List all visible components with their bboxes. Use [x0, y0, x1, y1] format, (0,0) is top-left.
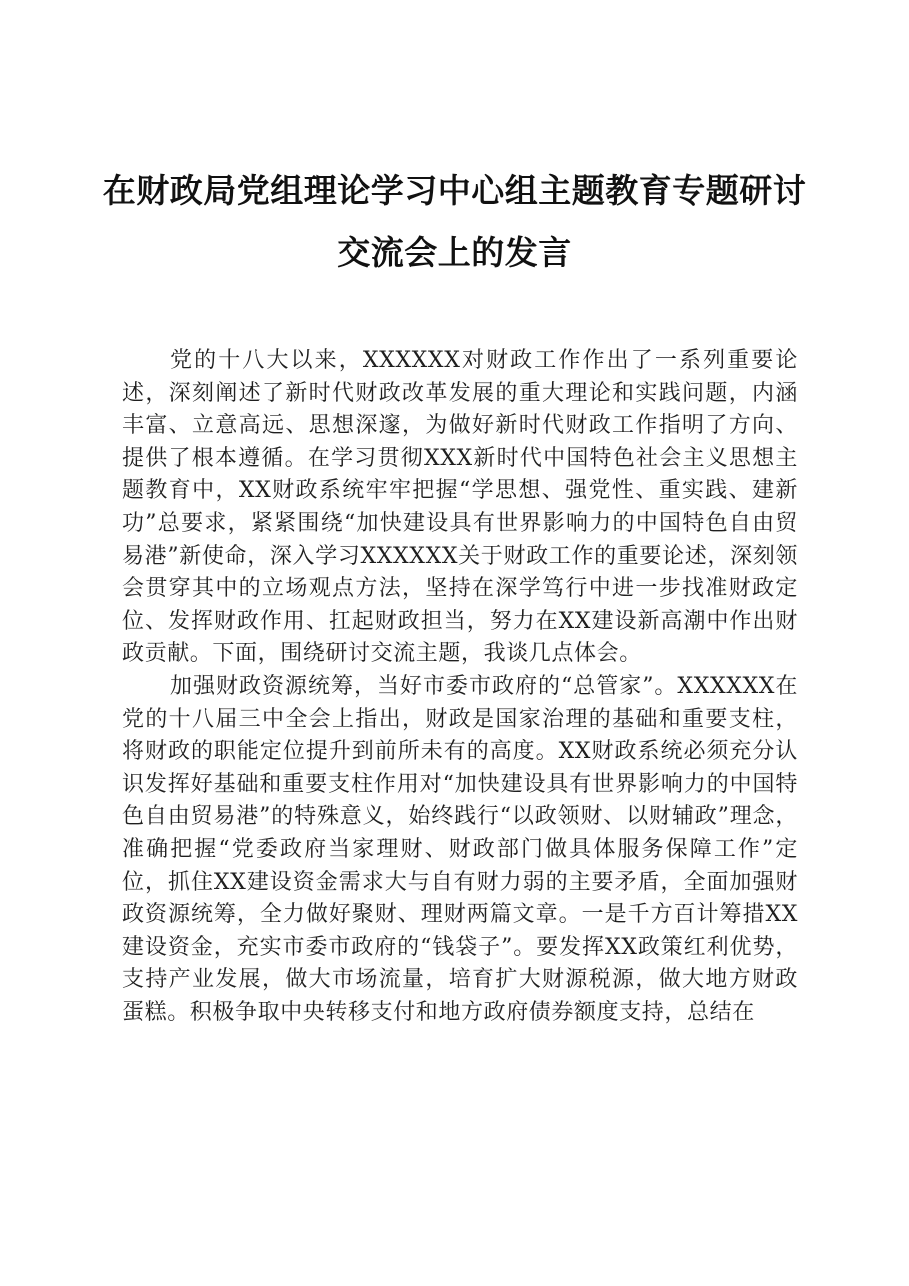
paragraph-fiscal-coordination: 加强财政资源统筹，当好市委市政府的“总管家”。XXXXXX在党的十八届三中全会上指出，财政是国家治理的基础和重要支柱，将财政的职能定位提升到前所未有的高度。XX财政系统必须充分认识发挥好基础和重要支柱作用对“加快建设具有世界影响力的中国特色自由贸易港”的特殊意义，始终践行“以政领财、以财辅政”理念，准确把握“党委政府当家理财、财政部门做具体服务保障工作”定位，抓住XX建设资金需求大与自有财力弱的主要矛盾，全面加强财政资源统筹，全力做好聚财、理财两篇文章。一是千方百计筹措XX建设资金，充实市委市政府的“钱袋子”。要发挥XX政策红利优势，支持产业发展，做大市场流量，培育扩大财源税源，做大地方财政蛋糕。积极争取中央转移支付和地方政府债券额度支持，总结在: [122, 673, 798, 1025]
document-title: 在财政局党组理论学习中心组主题教育专题研讨交流会上的发言: [102, 171, 807, 272]
paragraph-intro: 党的十八大以来，XXXXXX对财政工作作出了一系列重要论述，深刻阐述了新时代财政改革发展的重大理论和实践问题，内涵丰富、立意高远、思想深邃，为做好新时代财政工作指明了方向、提供了根本遵循。在学习贯彻XXX新时代中国特色社会主义思想主题教育中，XX财政系统牢牢把握“学思想、强党性、重实践、建新功”总要求，紧紧围绕“加快建设具有世界影响力的中国特色自由贸易港”新使命，深入学习XXXXXX关于财政工作的重要论述，深刻领会贯穿其中的立场观点方法，坚持在深学笃行中进一步找准财政定位、发挥财政作用、扛起财政担当，努力在XX建设新高潮中作出财政贡献。下面，围绕研讨交流主题，我谈几点体会。: [122, 348, 798, 667]
document-body: [122, 345, 798, 1029]
